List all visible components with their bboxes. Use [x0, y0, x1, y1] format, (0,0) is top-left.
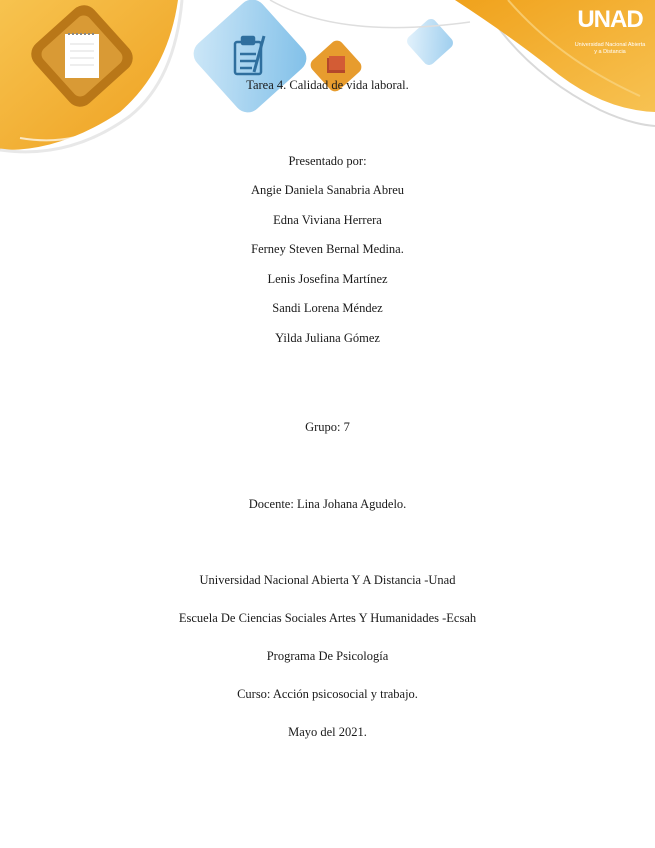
university-name: Universidad Nacional Abierta Y A Distancia -Unad	[199, 573, 456, 587]
author-name: Angie Daniela Sanabria Abreu	[250, 183, 405, 197]
presented-by-label: Presentado por:	[288, 154, 367, 168]
document-date: Mayo del 2021.	[288, 725, 367, 739]
unad-logo	[572, 6, 648, 60]
program-name: Programa De Psicología	[266, 649, 389, 663]
author-name: Yilda Juliana Gómez	[275, 331, 380, 345]
course-name: Curso: Acción psicosocial y trabajo.	[237, 687, 418, 701]
school-name: Escuela De Ciencias Sociales Artes Y Humanidades -Ecsah	[178, 611, 477, 625]
author-name: Sandi Lorena Méndez	[272, 301, 383, 315]
unad-logo-subtitle: Universidad Nacional Abierta y a Distancia	[574, 42, 646, 55]
author-name: Lenis Josefina Martínez	[267, 272, 388, 286]
document-title: Tarea 4. Calidad de vida laboral.	[246, 78, 409, 92]
teacher-name: Docente: Lina Johana Agudelo.	[248, 497, 407, 511]
unad-logo-mark: UNAD	[577, 6, 643, 33]
group-number: Grupo: 7	[305, 420, 350, 434]
clipboard-tile-icon	[188, 0, 312, 118]
author-name: Ferney Steven Bernal Medina.	[251, 242, 404, 256]
author-name: Edna Viviana Herrera	[273, 213, 382, 227]
